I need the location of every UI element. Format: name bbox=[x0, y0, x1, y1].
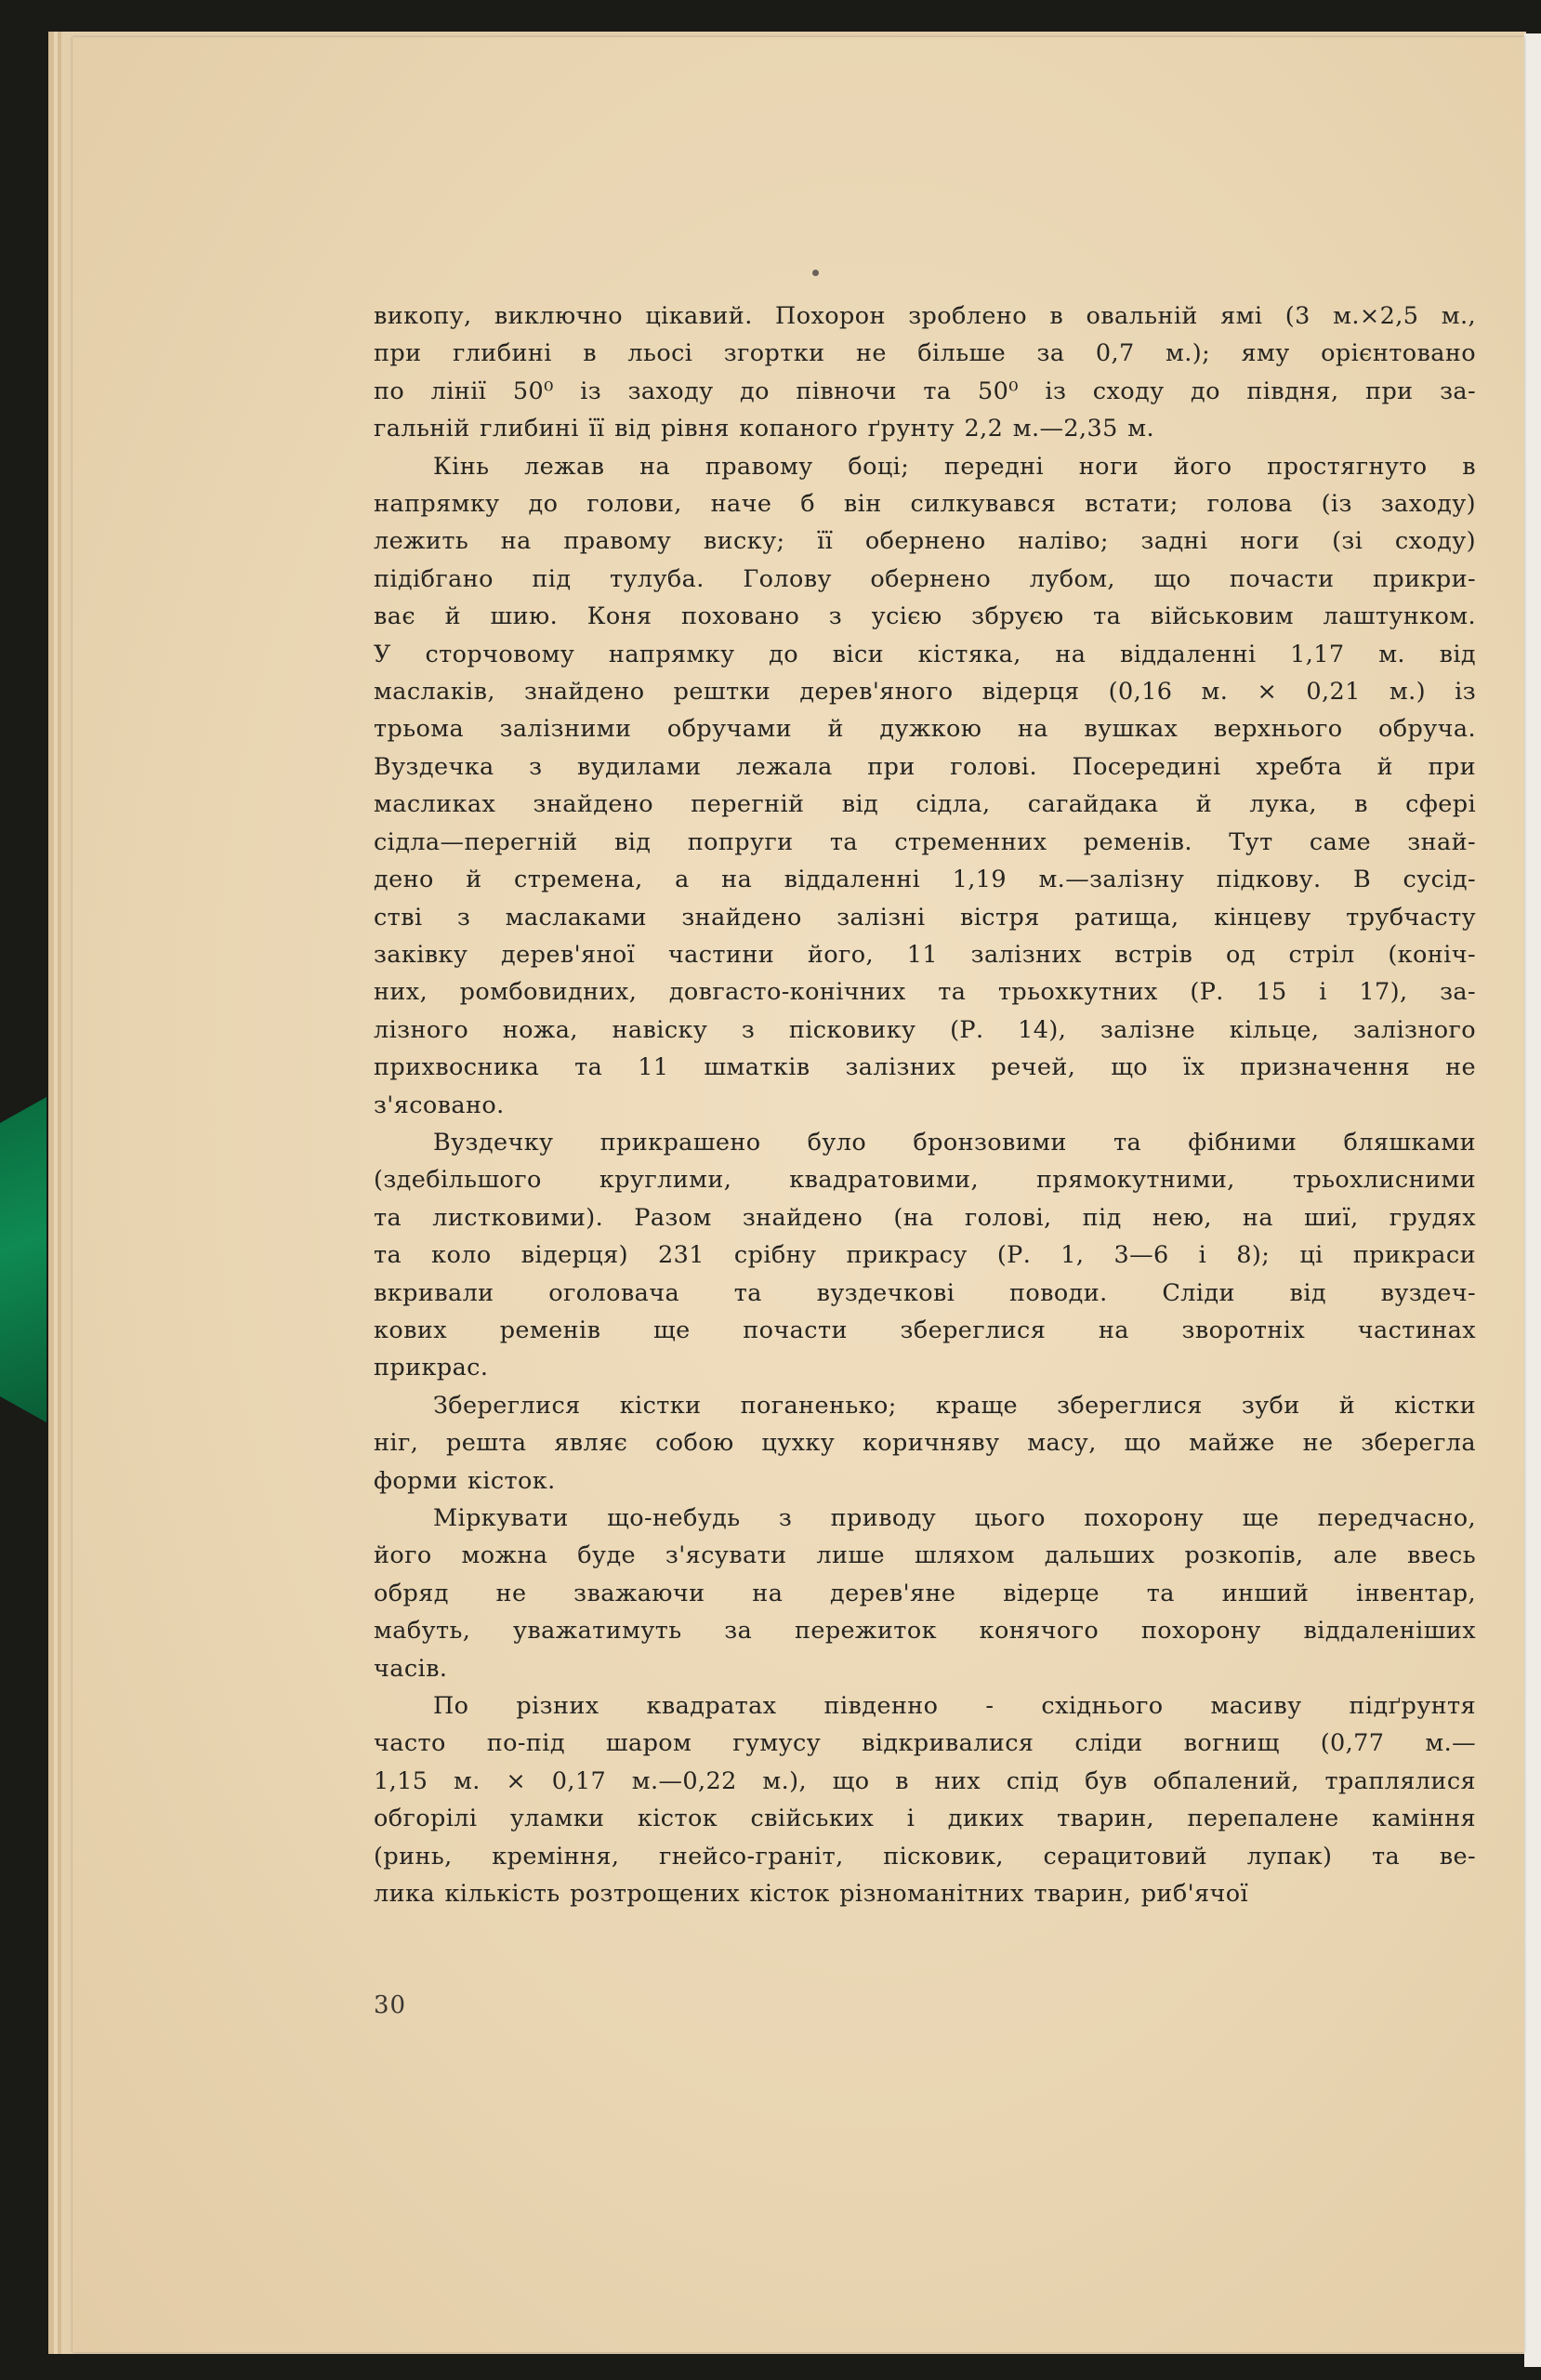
text-line: масликах знайдено перегній від сідла, сагайдака й лука, в сфері bbox=[374, 790, 1476, 819]
text-line: ніг, решта являє собою цухку коричняву масу, що майже не зберегла bbox=[374, 1429, 1476, 1458]
text-line: Збереглися кістки поганенько; краще збереглися зуби й кістки bbox=[433, 1391, 1476, 1420]
text-line: його можна буде з'ясувати лише шляхом дальших розкопів, але ввесь bbox=[374, 1541, 1476, 1570]
text-line: Кінь лежав на правому боці; передні ноги його простягнуто в bbox=[433, 452, 1476, 481]
text-line: лізного ножа, навіску з пісковику (Р. 14), залізне кільце, залізного bbox=[374, 1015, 1476, 1044]
text-line: напрямку до голови, наче б він силкувався встати; голова (із заходу) bbox=[374, 490, 1476, 519]
paragraph-p1 bbox=[374, 298, 1476, 448]
text-line: лика кількість розтрощених кісток різноманітних тварин, риб'ячої bbox=[374, 1880, 1249, 1909]
text-line: викопу, виключно цікавий. Похорон зроблено в овальній ямі (3 м.×2,5 м., bbox=[374, 302, 1476, 330]
text-line: гальній глибині її від рівня копаного ґрунту 2,2 м.—2,35 м. bbox=[374, 415, 1155, 443]
text-line: них, ромбовидних, довгасто-конічних та трьохкутних (Р. 15 і 17), за- bbox=[374, 978, 1476, 1007]
text-line: У сторчовому напрямку до віси кістяка, на віддаленні 1,17 м. від bbox=[374, 640, 1476, 668]
text-line: дено й стремена, а на віддаленні 1,19 м.—залізну підкову. В сусід- bbox=[374, 866, 1476, 894]
text-line: маслаків, знайдено рештки дерев'яного відерця (0,16 м. × 0,21 м.) із bbox=[374, 678, 1476, 707]
page-body-text bbox=[374, 298, 1476, 1912]
paragraph-p6 bbox=[374, 1687, 1476, 1912]
scan-right-margin bbox=[1524, 33, 1541, 2367]
paragraph-p5 bbox=[374, 1500, 1476, 1687]
text-line: при глибині в льосі згортки не більше за 0,7 м.); яму орієнтовано bbox=[374, 339, 1476, 368]
text-line: часто по-під шаром гумусу відкривалися сліди вогнищ (0,77 м.— bbox=[374, 1729, 1476, 1758]
paragraph-p2 bbox=[374, 448, 1476, 1124]
green-backdrop-strip bbox=[0, 1097, 46, 1422]
paragraph-p4 bbox=[374, 1387, 1476, 1500]
text-line: по лінії 50⁰ із заходу до півночи та 50⁰ із сходу до півдня, при за- bbox=[374, 377, 1476, 405]
text-line: підібгано під тулуба. Голову обернено лубом, що почасти прикри- bbox=[374, 564, 1476, 593]
ink-speck bbox=[812, 270, 819, 276]
text-line: прихвосника та 11 шматків залізних речей, що їх призначення не bbox=[374, 1053, 1476, 1082]
text-line: трьома залізними обручами й дужкою на вушках верхнього обруча. bbox=[374, 715, 1476, 744]
text-line: (ринь, креміння, гнейсо-граніт, пісковик, серацитовий лупак) та ве- bbox=[374, 1842, 1476, 1871]
text-line: лежить на правому виску; її обернено наліво; задні ноги (зі сходу) bbox=[374, 527, 1476, 556]
text-line: стві з маслаками знайдено залізні вістря ратища, кінцеву трубчасту bbox=[374, 903, 1476, 932]
text-line: та листковими). Разом знайдено (на голові, під нею, на шиї, грудях bbox=[374, 1203, 1476, 1232]
text-line: заківку дерев'яної частини його, 11 залізних встрів од стріл (коніч- bbox=[374, 940, 1476, 969]
text-line: обгорілі уламки кісток свійських і диких тварин, перепалене каміння bbox=[374, 1805, 1476, 1833]
text-line: форми кісток. bbox=[374, 1466, 556, 1495]
text-line: з'ясовано. bbox=[374, 1091, 505, 1119]
text-line: Вуздечку прикрашено було бронзовими та фібними бляшками bbox=[433, 1128, 1476, 1157]
text-line: прикрас. bbox=[374, 1354, 489, 1382]
text-line: ває й шию. Коня поховано з усією збруєю та військовим лаштунком. bbox=[374, 602, 1476, 631]
text-line: кових ременів ще почасти збереглися на зворотніх частинах bbox=[374, 1316, 1476, 1344]
page-number: 30 bbox=[374, 1991, 407, 2019]
text-line: (здебільшого круглими, квадратовими, прямокутними, трьохлисними bbox=[374, 1166, 1476, 1195]
text-line: Вуздечка з вудилами лежала при голові. Посередині хребта й при bbox=[374, 752, 1476, 781]
text-line: сідла—перегній від попруги та стременних ременів. Тут саме знай- bbox=[374, 827, 1476, 856]
text-line: 1,15 м. × 0,17 м.—0,22 м.), що в них спід був обпалений, траплялися bbox=[374, 1766, 1476, 1795]
text-line: Міркувати що-небудь з приводу цього похорону ще передчасно, bbox=[433, 1504, 1476, 1532]
paragraph-p3 bbox=[374, 1124, 1476, 1387]
text-line: часів. bbox=[374, 1654, 448, 1683]
text-line: та коло відерця) 231 срібну прикрасу (Р. 1, 3—6 і 8); ці прикраси bbox=[374, 1241, 1476, 1270]
text-line: обряд не зважаючи на дерев'яне відерце та инший інвентар, bbox=[374, 1579, 1476, 1607]
text-line: По різних квадратах південно - східнього масиву підґрунтя bbox=[433, 1692, 1476, 1721]
text-line: вкривали оголовача та вуздечкові поводи. Сліди від вуздеч- bbox=[374, 1278, 1476, 1307]
text-line: мабуть, уважатимуть за пережиток конячого похорону віддаленіших bbox=[374, 1617, 1476, 1646]
